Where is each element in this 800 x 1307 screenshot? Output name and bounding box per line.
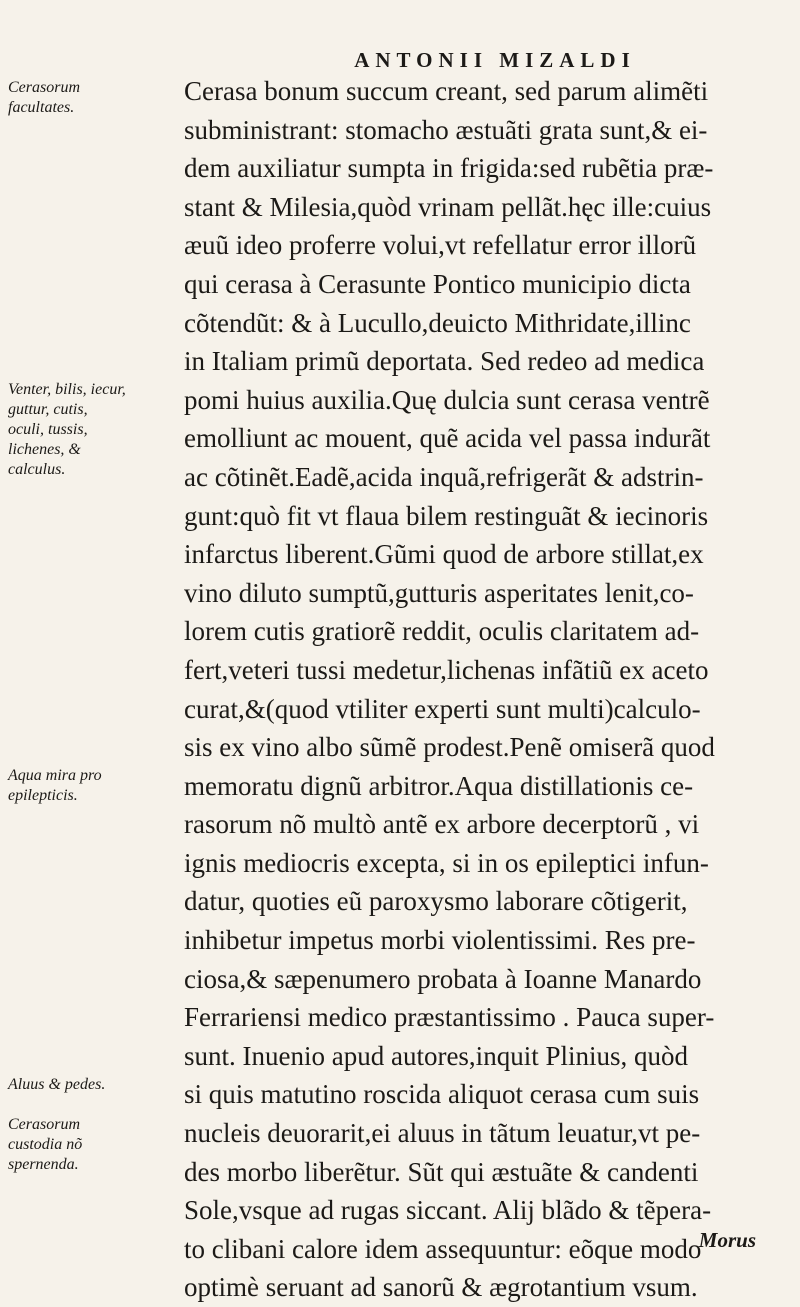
text-line: memoratu dignũ arbitror.Aqua distillationis ce- <box>184 770 694 801</box>
margin-note-cherry-faculties: Cerasorum facultates. <box>8 79 81 116</box>
text-line: sis ex vino albo sũmẽ prodest.Penẽ omiserã quod <box>184 732 715 763</box>
text-line: inhibetur impetus morbi violentissimi. Res pre- <box>184 925 696 956</box>
text-line: nucleis deuorarit,ei aluus in tãtum leuatur,vt pe- <box>184 1118 701 1149</box>
text-line: gunt:quò fit vt flaua bilem restinguãt & iecinoris <box>184 500 709 531</box>
text-line: æuũ ideo proferre volui,vt refellatur error illorũ <box>184 230 697 261</box>
text-line: des morbo liberẽtur. Sũt qui æstuãte & candenti <box>184 1156 699 1187</box>
text-line: emolliunt ac mouent, quẽ acida vel passa indurãt <box>184 423 711 454</box>
text-line: Ferrariensi medico præstantissimo . Pauca super- <box>184 1002 715 1033</box>
catchword: Morus <box>698 1228 756 1252</box>
text-line: datur, quoties eũ paroxysmo laborare cõtigerit, <box>184 886 688 917</box>
text-line: infarctus liberent.Gũmi quod de arbore stillat,ex <box>184 539 704 570</box>
text-line: si quis matutino roscida aliquot cerasa cum suis <box>184 1079 700 1110</box>
margin-note-bowels-feet: Aluus & pedes. <box>8 1076 106 1093</box>
text-line: optimè seruant ad sanorũ & ægrotantium vsum. <box>184 1272 698 1303</box>
text-line: cõtendũt: & à Lucullo,deuicto Mithridate,illinc <box>184 307 691 338</box>
text-line: sunt. Inuenio apud autores,inquit Plinius, quòd <box>184 1040 688 1071</box>
text-line: ciosa,& sæpenumero probata à Ioanne Manardo <box>184 963 702 994</box>
text-line: qui cerasa à Cerasunte Pontico municipio dicta <box>184 268 691 299</box>
text-line: lorem cutis gratiorẽ reddit, oculis claritatem ad- <box>184 616 700 647</box>
text-line: curat,&(quod vtiliter experti sunt multi)calculo- <box>184 693 701 724</box>
text-line: dem auxiliatur sumpta in frigida:sed rubẽtia præ- <box>184 153 714 184</box>
running-head: ANTONII MIZALDI <box>354 48 636 72</box>
body-text <box>184 72 778 1307</box>
text-line: pomi huius auxilia.Quę dulcia sunt cerasa ventrẽ <box>184 384 710 415</box>
text-line: vino diluto sumptũ,gutturis asperitates lenit,co- <box>184 577 694 608</box>
text-line: ac cõtinẽt.Eadẽ,acida inquã,refrigerãt & adstrin- <box>184 461 704 492</box>
text-line: Sole,vsque ad rugas siccant. Alij blãdo & tẽpera- <box>184 1195 712 1226</box>
margin-note-ailments: Venter, bilis, iecur, guttur, cutis, oculi, tussis, lichenes, & calculus. <box>8 381 126 478</box>
text-line: fert,veteri tussi medetur,lichenas infãtiũ ex aceto <box>184 654 709 685</box>
text-line: subministrant: stomacho æstuãti grata sunt,& ei- <box>184 114 708 145</box>
text-line: stant & Milesia,quòd vrinam pellãt.hęc ille:cuius <box>184 191 712 222</box>
text-line: to clibani calore idem assequuntur: eõque modo <box>184 1233 702 1264</box>
margin-note-epilepsy-water: Aqua mira pro epilepticis. <box>8 767 102 804</box>
text-line: in Italiam primũ deportata. Sed redeo ad medica <box>184 346 705 377</box>
margin-note-cherry-storage: Cerasorum custodia nõ spernenda. <box>8 1116 83 1173</box>
text-line: rasorum nõ multò antẽ ex arbore decerptorũ , vi <box>184 809 700 840</box>
text-line: Cerasa bonum succum creant, sed parum alimẽti <box>184 76 709 106</box>
text-line: ignis mediocris excepta, si in os epileptici infun- <box>184 847 709 878</box>
